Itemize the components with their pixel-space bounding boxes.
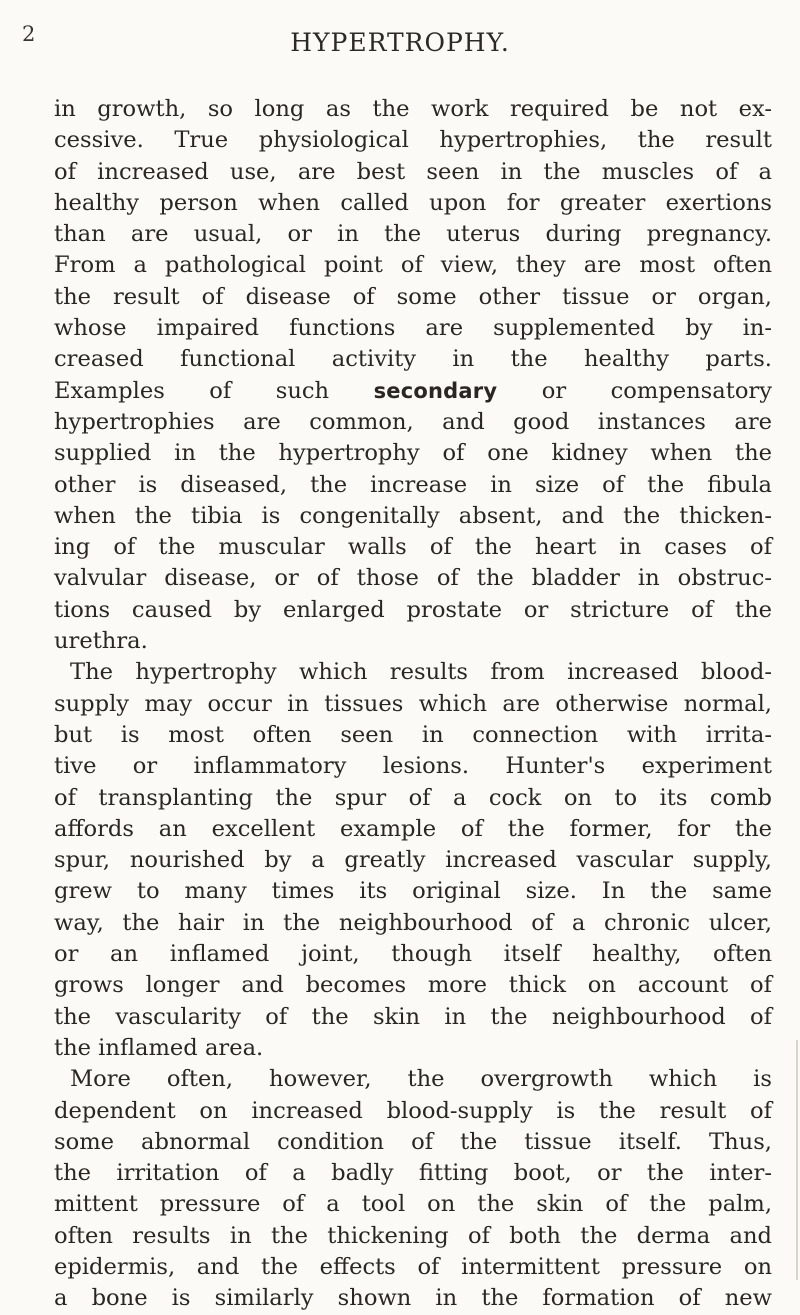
running-head: HYPERTROPHY. [290,28,510,57]
paragraph-3 [54,1064,772,1314]
text-line: way, the hair in the neighbourhood of a chronic ulcer, [54,909,772,936]
page-edge-mark [796,1040,798,1280]
paragraph-2 [54,657,772,1064]
text-line: From a pathological point of view, they are most often [54,252,772,279]
text-line: other is diseased, the increase in size of the fibula [54,471,772,498]
text-line: the vascularity of the skin in the neighbourhood of [54,1003,772,1030]
text-line: the irritation of a badly fitting boot, or the inter- [54,1160,772,1187]
text-line: of increased use, are best seen in the muscles of a [54,158,772,185]
text-line: but is most often seen in connection with irrita- [54,721,772,748]
text-fragment: or compensatory [541,377,772,404]
text-line: grew to many times its original size. In the same [54,878,772,905]
text-line: grows longer and becomes more thick on account of [54,972,772,999]
text-line: healthy person when called upon for greater exertions [54,189,772,216]
text-line: spur, nourished by a greatly increased vascular supply, [54,847,772,874]
text-line: or an inflamed joint, though itself healthy, often [54,941,772,968]
text-line: affords an excellent example of the former, for the [54,815,772,842]
text-line: supplied in the hypertrophy of one kidney when the [54,440,772,467]
text-line: epidermis, and the effects of intermittent pressure on [54,1253,772,1280]
text-line: in growth, so long as the work required be not ex- [54,96,772,122]
text-line: the result of disease of some other tissue or organ, [54,283,772,310]
text-line: mittent pressure of a tool on the skin of the palm, [54,1191,772,1218]
text-line-with-bold-term [54,376,772,407]
text-line: tions caused by enlarged prostate or stricture of the [54,596,772,623]
text-line: some abnormal condition of the tissue itself. Thus, [54,1128,772,1155]
text-line: when the tibia is congenitally absent, and the thicken- [54,502,772,529]
bold-term-secondary: secondary [373,378,498,403]
text-line: of transplanting the spur of a cock on to its comb [54,784,772,811]
text-line: the inflamed area. [54,1034,264,1061]
text-line: dependent on increased blood-supply is the result of [54,1097,772,1124]
text-line: than are usual, or in the uterus during pregnancy. [54,221,772,248]
text-fragment: Examples of such [54,377,330,404]
text-line: urethra. [54,628,148,655]
text-line: a bone is similarly shown in the formation of new [54,1285,772,1312]
text-line: The hypertrophy which results from increased blood- [70,659,772,686]
text-line: whose impaired functions are supplemented by in- [54,315,772,342]
text-line: valvular disease, or of those of the bladder in obstruc- [54,565,772,592]
text-line: supply may occur in tissues which are otherwise normal, [54,690,772,717]
text-line: ing of the muscular walls of the heart in cases of [54,534,772,561]
text-line: More often, however, the overgrowth which is [70,1066,772,1093]
page-number: 2 [22,22,36,46]
text-line: creased functional activity in the healthy parts. [54,346,772,373]
text-line: cessive. True physiological hypertrophies, the result [54,127,772,154]
text-line: tive or inflammatory lesions. Hunter's experiment [54,753,772,780]
body-text [54,94,772,1315]
text-line: hypertrophies are common, and good instances are [54,408,772,435]
text-line: often results in the thickening of both the derma and [54,1222,772,1249]
paragraph-1 [54,94,772,657]
